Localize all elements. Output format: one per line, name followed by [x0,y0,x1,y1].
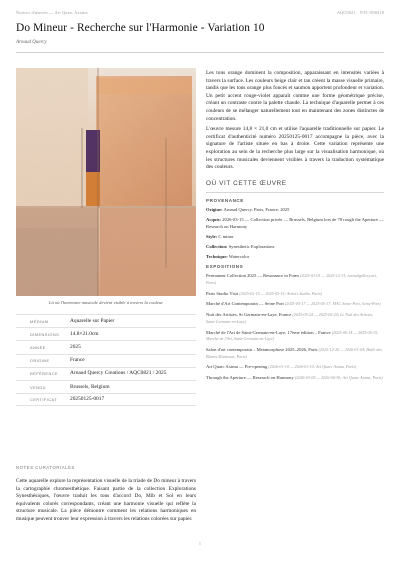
exhibition-item [206,291,384,298]
provenance-label: Origine: [206,206,223,212]
provenance-text: C minor [218,233,234,239]
section-divider [206,192,384,193]
detail-value: 20250125-0017 [70,396,105,403]
detail-value: 14.8×21.0cm [70,330,99,337]
exhibition-meta: (2025-12-26 — 2026-01-04; Halle des Blancs Manteaux, Paris) [206,346,382,359]
exhibition-meta: (2026-03-09 — 2026-04-30; Art Quarc Axima, Paris) [294,375,383,381]
detail-value: Brussels, Belgium [70,383,110,390]
right-column [206,70,384,386]
curatorial-notes-text: Cette aquarelle explore la représentation visuelle de la triade de Do mineur à travers la cartographie chromesthétique. Faisant partie de la collection Explorations Synesthésiques, l'œuvre traduit les tons d'accord Do, Mib et Sol en leurs équivalents colorés correspondants, créant une harmonie visuelle qui reflète la structure musicale. La pièce démontre comment les relations harmoniques en musique peuvent trouver leur expression à travers les relations colorées sur papier. [16,478,196,522]
exhibition-title: Through the Aperture — Research on Harmony [206,375,294,381]
provenance-item [206,207,384,214]
exhibition-title: Nuit des Artistes, St Germain-en-Laye, France [206,312,292,318]
detail-value: 2025 [70,343,81,350]
where-heading: OÙ VIT CETTE ŒUVRE [206,179,287,187]
detail-row [16,327,196,340]
detail-label: MÉDIUM [30,318,49,324]
detail-row [16,380,196,393]
header-divider [16,52,384,53]
provenance-text: 2026-03-15 — Collection privée — Brussels, Belgium lors de 78 rough the Aperture — Research on Harmony [206,216,384,229]
exhibition-title: Salon d'art contemporain – Metamorphose 2025–2026, Paris [206,346,318,352]
detail-label: CERTIFICAT [30,397,58,403]
artwork-caption: Là où l'harmonie musicale devient visible à travers la couleur [48,300,164,305]
provenance-heading: PROVENANCE [206,197,244,203]
description-paragraph: L'œuvre mesure 14,8 × 21,0 cm et utilise l'aquarelle traditionnelle sur papier. Le certificat d'authenticité numéro 20250125-0017 accompagne la pièce, avec la signature de l'artiste située en bas à droite. Cette variation représente une exploration au sein de la recherche plus large sur la visualisation harmonique, où les structures musicales deviennent visibles à travers la traduction systématique des couleurs. [206,126,384,171]
exhibition-item [206,375,384,382]
exhibition-title: Permanent Collection 2025 — Resonance in Form [206,273,299,279]
detail-value: Aquarelle sur Papier [70,317,115,324]
exhibition-meta: (2026-01-10 — 2026-01-10; Art Quarc Axima, Paris) [268,364,357,370]
provenance-text: Watercolor [228,254,250,260]
details-table [16,314,196,406]
header-reference: AQC0821 · NTC-000418 [336,10,384,15]
page-title: Do Mineur - Recherche sur l'Harmonie - Variation 10 [16,22,265,34]
exhibition-title: Art Quarc Axima — Pre-opening [206,364,268,370]
provenance-item [206,254,384,261]
detail-label: ORIGINE [30,358,50,364]
exhibition-title: Paris Studio Visit [206,290,239,296]
watercolor-painting [16,68,196,296]
exhibition-item [206,301,384,308]
provenance-item [206,244,384,251]
detail-label: ANNÉE [30,344,46,350]
exhibition-meta: (2025-06-14 — 2025-06-15; Marché de l'Art, Saint-Germain-en-Laye) [206,329,379,342]
provenance-item [206,217,384,230]
curatorial-notes-heading: NOTES CURATORIALES [16,465,75,470]
provenance-text: Arnaud Quercy, Paris, France, 2025 [223,206,290,212]
artwork-image [16,68,196,296]
detail-label: RÉFÉRENCE [30,371,59,377]
provenance-label: Style: [206,233,218,239]
exhibition-item [206,364,384,371]
detail-value: Arnaud Quercy Creations / AQC0821 / 2025 [70,370,167,377]
detail-label: VENDU [30,384,46,390]
page-number: 1 [198,541,202,546]
exhibitions-list [206,273,384,381]
detail-value: France [70,357,85,364]
exhibition-item [206,330,384,343]
artist-name: Arnaud Quercy [16,40,47,45]
header-source: Notices d'œuvres — Art Quarc Axoma [16,10,88,15]
detail-row [16,354,196,367]
provenance-text: Synesthetic Explorations [228,243,275,249]
provenance-list [206,207,384,261]
provenance-item [206,234,384,241]
exhibitions-heading: EXPOSITIONS [206,264,244,270]
detail-row [16,340,196,353]
provenance-label: Acquis: [206,216,222,222]
exhibition-title: Marché de l'Art de Saint-Germain-en-Laye, 17ème édition – France [206,329,331,335]
provenance-label: Technique: [206,254,228,260]
page-header [16,10,384,20]
exhibition-meta: (2025-02-15 — 2025-03-15; Artist's Studio, Paris) [239,290,323,296]
exhibition-meta: (2025-05-24 — 2025-05-24; Le Nuit des Artistes, Saint-Germain-en-Laye) [206,312,374,324]
exhibition-item [206,312,384,325]
exhibition-title: Marché d'Art Contemporain — Seine Port [206,301,284,307]
detail-row [16,393,196,406]
exhibition-item [206,347,384,360]
exhibition-meta: (2025-05-17 — 2025-05-17; MAC Seine-Port, Seine-Port) [284,301,381,307]
description-paragraph: Les tons orange dominent la composition, apparaissant en intensités variées à travers la surface. Les couleurs beige clair et tan créent la masse visuelle primaire, tandis que les tons orange plus foncés et saumon apportent profondeur et variation. Un petit accent rouge-violet apparaît comme une forme géométrique précise, créant un contraste contre la palette chaude. La technique d'aquarelle permet à ces couleurs de se mélanger naturellement tout en maintenant des zones distinctes de concentration. [206,70,384,122]
exhibition-meta: (2025-01-01 — 2025-12-31; textualgallery.art, Paris) [206,273,378,285]
provenance-label: Collection: [206,243,228,249]
detail-row [16,314,196,327]
detail-row [16,367,196,380]
detail-label: DIMENSIONS [30,331,60,337]
exhibition-item [206,273,384,286]
